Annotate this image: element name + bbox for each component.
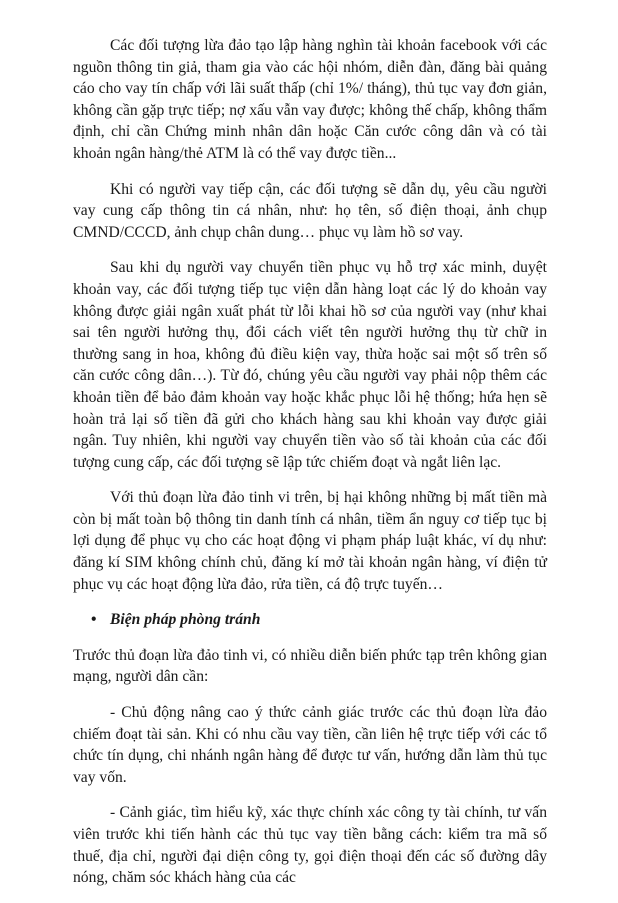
paragraph-extra-fees: Sau khi dụ người vay chuyển tiền phục vụ hỗ trợ xác minh, duyệt khoản vay, các đối tượng tiếp tục viện dẫn hàng loạt các lý do khoản vay không được giải ngân xuất phát từ lỗi khai hồ sơ của người vay (như khai sai tên người hưởng thụ, đổi cách viết tên người hưởng thụ từ chữ in thường sang in hoa, không đủ điều kiện vay, thừa hoặc sai một số trên số căn cước công dân…). Từ đó, chúng yêu cầu người vay phải nộp thêm các khoản tiền để bảo đảm khoản vay hoặc khắc phục lỗi hệ thống; hứa hẹn sẽ hoàn trả lại số tiền đã gửi cho khách hàng sau khi khoản vay được giải ngân. Tuy nhiên, khi người vay chuyển tiền vào số tài khoản của các đối tượng cung cấp, các đối tượng sẽ lập tức chiếm đoạt và ngắt liên lạc. [73,259,547,471]
paragraph-fake-accounts: Các đối tượng lừa đảo tạo lập hàng nghìn tài khoản facebook với các nguồn thông tin giả, tham gia vào các hội nhóm, diễn đàn, đăng bài quảng cáo cho vay tín chấp với lãi suất thấp (chỉ 1%/ tháng), thủ tục vay đơn giản, không cần gặp trực tiếp; nợ xấu vẫn vay được; không thế chấp, không thẩm định, chỉ cần Chứng minh nhân dân hoặc Căn cước công dân và có tài khoản ngân hàng/thẻ ATM là có thể vay được tiền... [73,37,547,162]
paragraph-consequences: Với thủ đoạn lừa đảo tinh vi trên, bị hại không những bị mất tiền mà còn bị mất toàn bộ thông tin danh tính cá nhân, tiềm ẩn nguy cơ tiếp tục bị lợi dụng để phục vụ cho các hoạt động vi phạm pháp luật khác, ví dụ như: đăng kí SIM không chính chủ, đăng kí mở tài khoản ngân hàng, ví điện tử phục vụ các hoạt động lừa đảo, rửa tiền, cá độ trực tuyến… [73,489,547,593]
bullet-icon: • [91,611,97,629]
measure-item: - Cảnh giác, tìm hiểu kỹ, xác thực chính xác công ty tài chính, tư vấn viên trước khi tiến hành các thủ tục vay tiền bằng cách: kiểm tra mã số thuế, địa chỉ, người đại diện công ty, gọi điện thoại đến các số đường dây nóng, chăm sóc khách hàng của các [73,804,547,887]
section-heading-prevention [73,609,547,631]
section-heading-text: Biện pháp phòng tránh [110,611,261,629]
paragraph-intro: Trước thủ đoạn lừa đảo tinh vi, có nhiều diễn biến phức tạp trên không gian mạng, người dân cần: [73,646,547,686]
paragraph-collect-info: Khi có người vay tiếp cận, các đối tượng sẽ dẫn dụ, yêu cầu người vay cung cấp thông tin cá nhân, như: họ tên, số điện thoại, ảnh chụp CMND/CCCD, ảnh chụp chân dung… phục vụ làm hồ sơ vay. [73,180,547,241]
document-page [73,35,547,903]
measure-item: - Chủ động nâng cao ý thức cảnh giác trước các thủ đoạn lừa đảo chiếm đoạt tài sản. Khi có nhu cầu vay tiền, cần liên hệ trực tiếp với các tổ chức tín dụng, chi nhánh ngân hàng để được tư vấn, hướng dẫn làm thủ tục vay vốn. [73,704,547,786]
